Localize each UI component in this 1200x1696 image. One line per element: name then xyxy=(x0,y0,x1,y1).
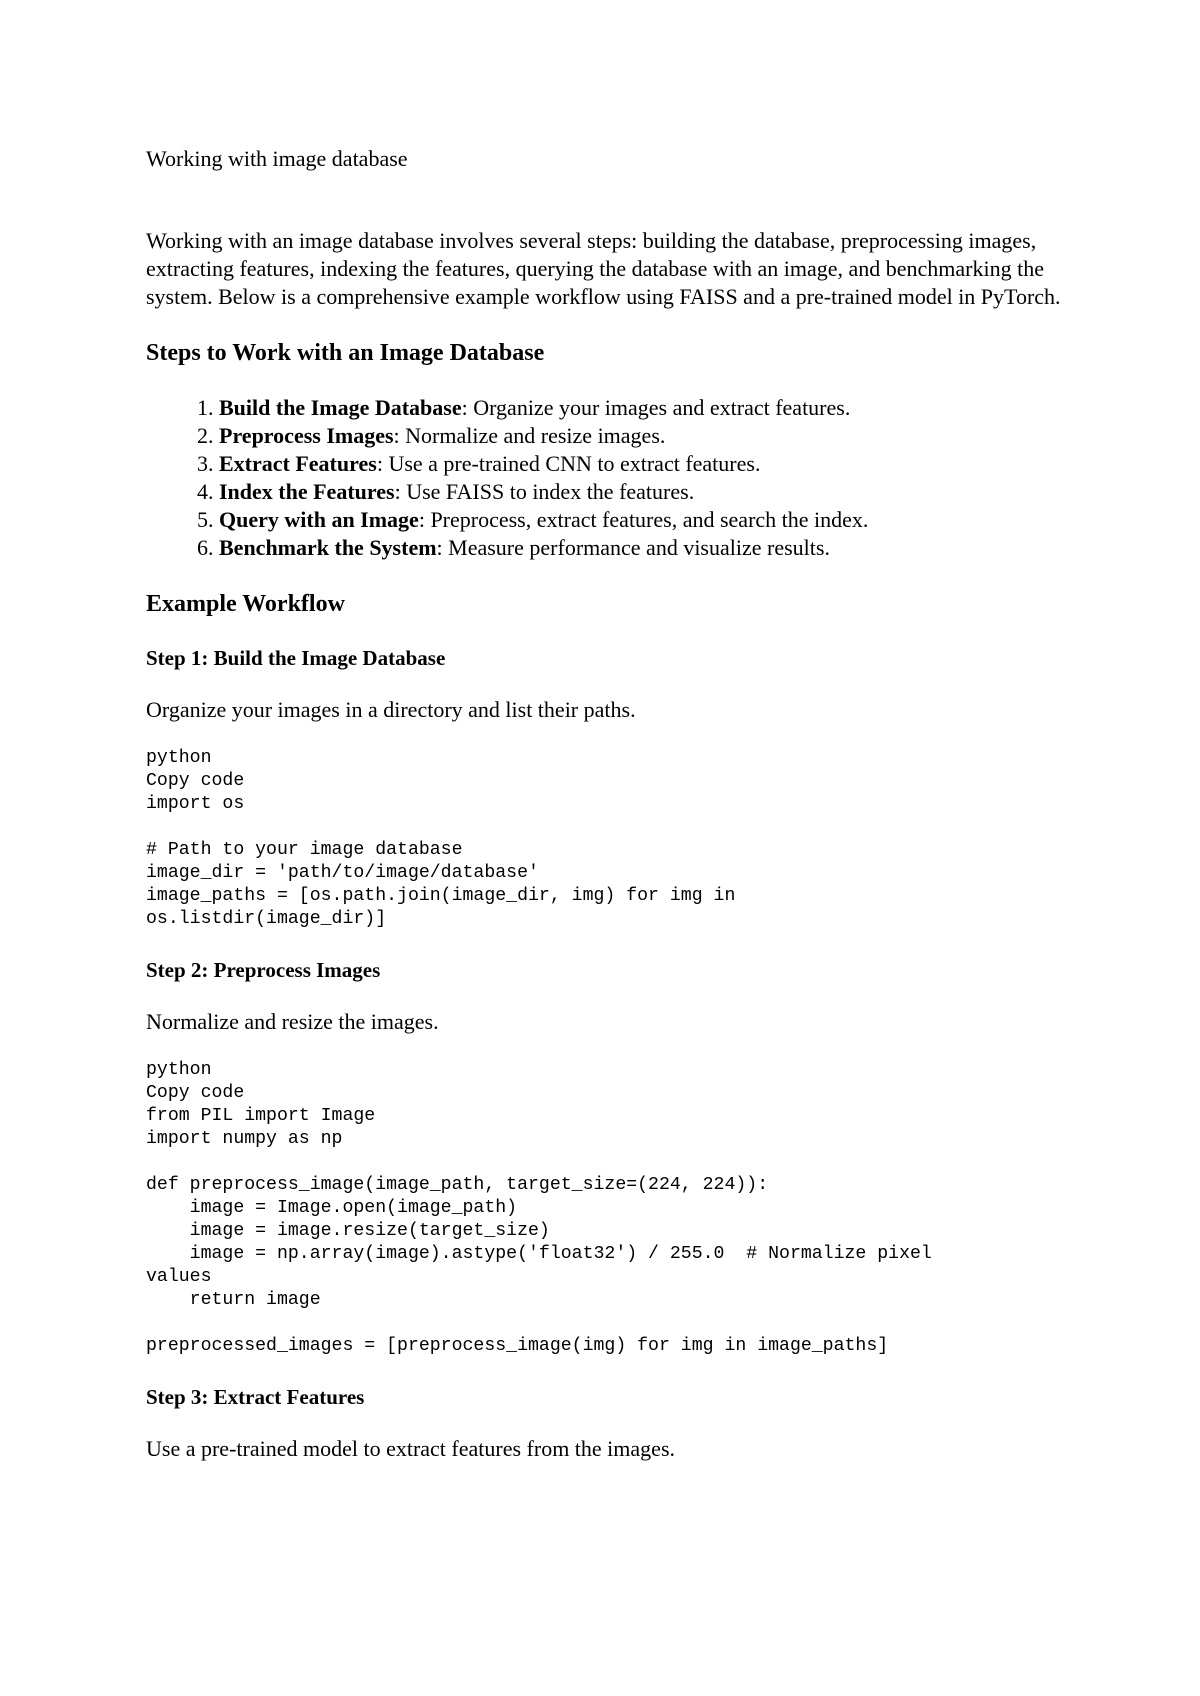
step-title: Preprocess Images xyxy=(219,423,394,448)
list-item xyxy=(219,422,1076,450)
step3-text: Use a pre-trained model to extract features from the images. xyxy=(146,1436,675,1461)
intro-paragraph: Working with an image database involves several steps: building the database, preprocessing images, extracting features, indexing the features, querying the database with an image, and benchmarking the system. Below is a comprehensive example workflow using FAISS and a pre-trained model in PyTorch. xyxy=(146,228,1061,309)
workflow-heading: Example Workflow xyxy=(146,591,345,617)
step-description: : Measure performance and visualize results. xyxy=(436,535,830,560)
step1-code-block: python Copy code import os # Path to your image database image_dir = 'path/to/image/database' image_paths = [os.path.join(image_dir, img) for img in os.listdir(image_dir)] xyxy=(146,748,736,929)
list-item xyxy=(219,506,1076,534)
step-description: : Normalize and resize images. xyxy=(393,423,666,448)
list-item xyxy=(219,450,1076,478)
step-title: Benchmark the System xyxy=(219,535,437,560)
list-item xyxy=(219,534,1076,562)
step-title: Query with an Image xyxy=(219,507,419,532)
step-title: Extract Features xyxy=(219,451,377,476)
document-page xyxy=(146,145,1076,1463)
list-item xyxy=(219,478,1076,506)
step-description: : Preprocess, extract features, and search the index. xyxy=(418,507,869,532)
step-title: Index the Features xyxy=(219,479,395,504)
step1-text: Organize your images in a directory and list their paths. xyxy=(146,697,636,722)
document-title: Working with image database xyxy=(146,146,408,171)
steps-list xyxy=(146,394,1076,562)
step-description: : Use FAISS to index the features. xyxy=(394,479,695,504)
list-item xyxy=(219,394,1076,422)
step3-heading: Step 3: Extract Features xyxy=(146,1385,365,1409)
step2-heading: Step 2: Preprocess Images xyxy=(146,958,381,982)
step1-heading: Step 1: Build the Image Database xyxy=(146,646,446,670)
step-description: : Use a pre-trained CNN to extract features. xyxy=(376,451,761,476)
step-title: Build the Image Database xyxy=(219,395,462,420)
step2-text: Normalize and resize the images. xyxy=(146,1009,439,1034)
step-description: : Organize your images and extract features. xyxy=(461,395,851,420)
steps-heading: Steps to Work with an Image Database xyxy=(146,340,545,366)
step2-code-block: python Copy code from PIL import Image import numpy as np def preprocess_image(image_path, target_size=(224, 224)): image = Image.open(image_path) image = image.resize(target_size) image = np.array(image).astype('float32') / 255.0 # Normalize pixel values return image preprocessed_images = [preprocess_image(img) for img in image_paths] xyxy=(146,1060,932,1356)
